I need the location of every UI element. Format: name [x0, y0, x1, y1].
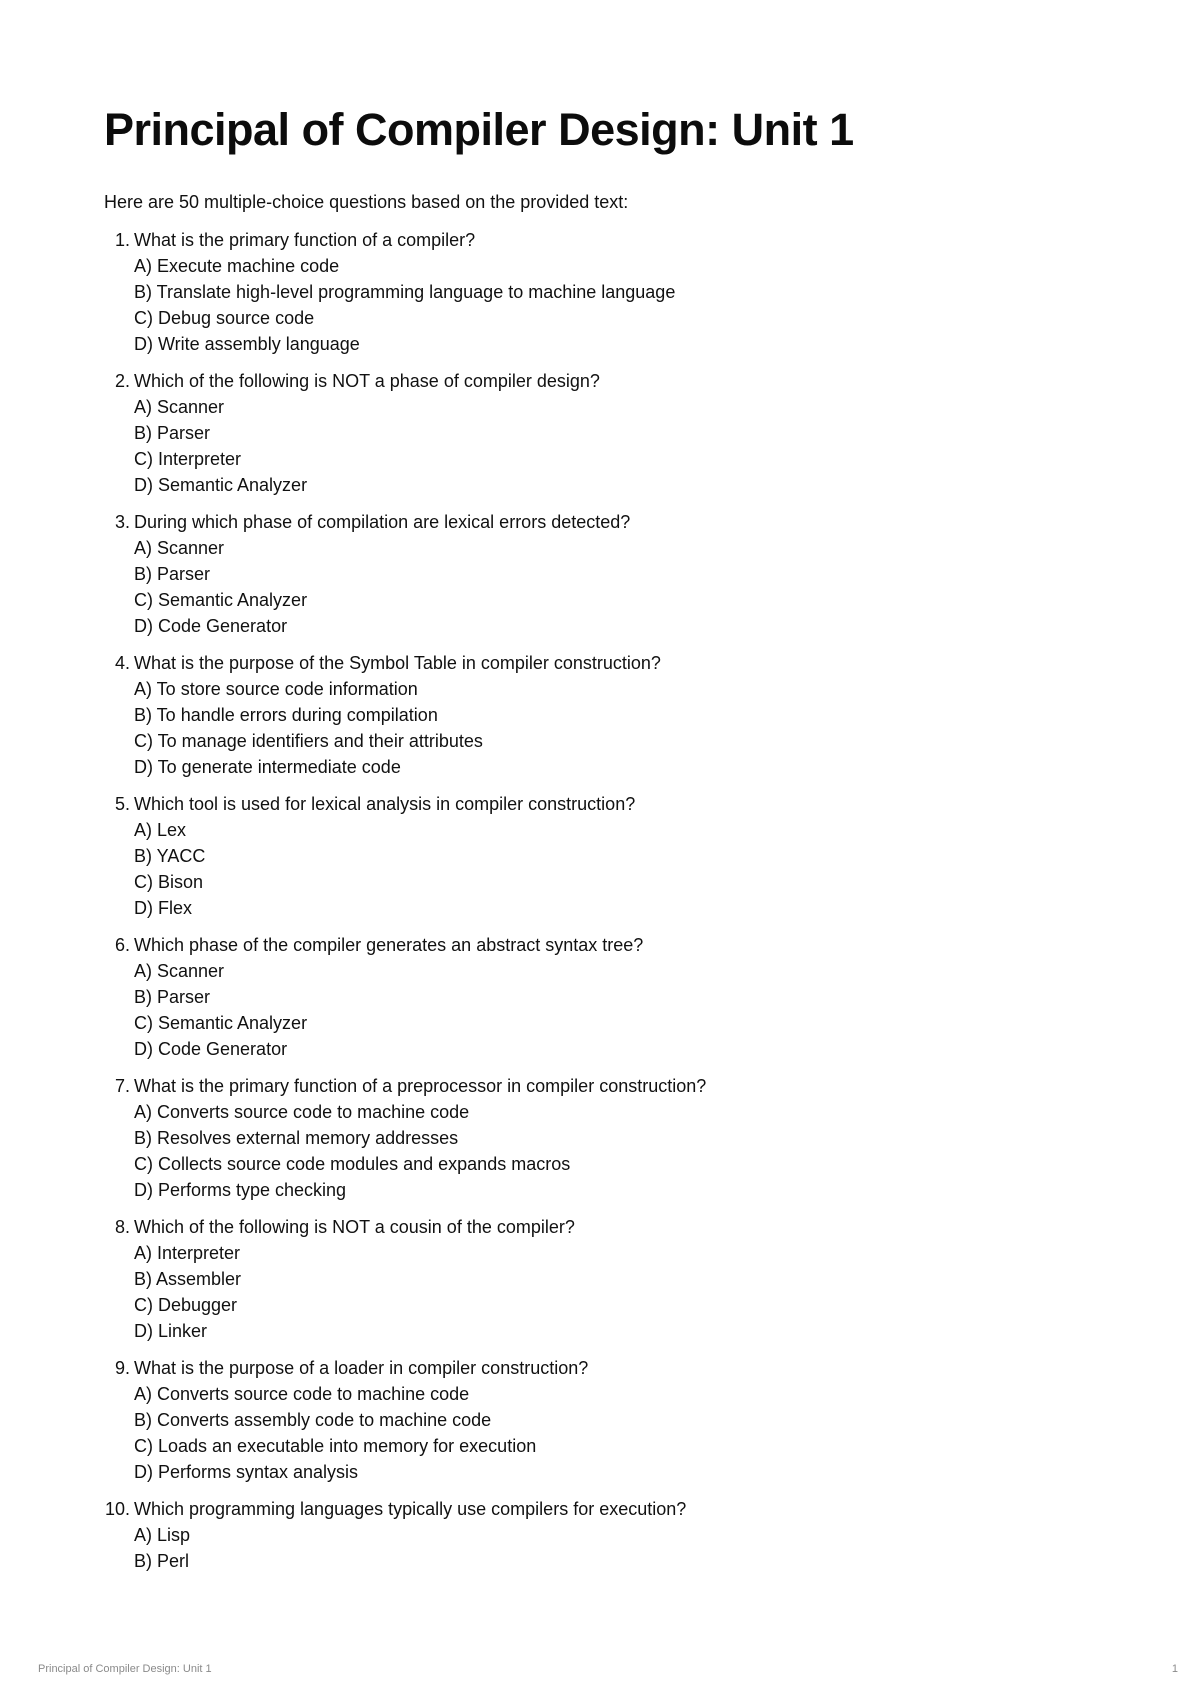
question-text: Which tool is used for lexical analysis in compiler construction? [134, 794, 636, 814]
answer-option: B) Converts assembly code to machine code [134, 1410, 492, 1430]
answer-option: C) Debug source code [134, 308, 315, 328]
intro-text: Here are 50 multiple-choice questions based on the provided text: [104, 192, 629, 212]
answer-option: A) Scanner [134, 538, 225, 558]
question-number: 8. [114, 1217, 130, 1237]
answer-option: B) Resolves external memory addresses [134, 1128, 459, 1148]
answer-option: A) To store source code information [134, 679, 418, 699]
answer-option: D) Semantic Analyzer [134, 475, 308, 495]
question-item [104, 1073, 1004, 1203]
answer-option: D) Code Generator [134, 616, 288, 636]
question-item [104, 1214, 1004, 1344]
question-text: What is the purpose of the Symbol Table in compiler construction? [134, 653, 661, 673]
question-list [104, 227, 1004, 1585]
answer-option: C) Collects source code modules and expands macros [134, 1154, 571, 1174]
answer-option: A) Lisp [134, 1525, 191, 1545]
question-item [104, 368, 1004, 498]
question-number: 6. [114, 935, 130, 955]
answer-option: B) Assembler [134, 1269, 242, 1289]
question-text: During which phase of compilation are lexical errors detected? [134, 512, 631, 532]
question-text: Which of the following is NOT a cousin of the compiler? [134, 1217, 575, 1237]
answer-option: B) To handle errors during compilation [134, 705, 438, 725]
question-item [104, 509, 1004, 639]
answer-option: D) Linker [134, 1321, 208, 1341]
answer-option: D) Performs type checking [134, 1180, 347, 1200]
answer-option: D) Performs syntax analysis [134, 1462, 359, 1482]
page-title: Principal of Compiler Design: Unit 1 [104, 104, 854, 155]
answer-option: A) Lex [134, 820, 187, 840]
footer-title: Principal of Compiler Design: Unit 1 [38, 1663, 212, 1675]
question-item [104, 1355, 1004, 1485]
answer-option: B) Translate high-level programming language to machine language [134, 282, 676, 302]
question-text: Which phase of the compiler generates an abstract syntax tree? [134, 935, 644, 955]
answer-option: A) Converts source code to machine code [134, 1102, 470, 1122]
question-number: 9. [114, 1358, 130, 1378]
question-text: Which programming languages typically use compilers for execution? [134, 1499, 687, 1519]
answer-option: C) Interpreter [134, 449, 242, 469]
answer-option: B) Parser [134, 987, 211, 1007]
question-number: 3. [114, 512, 130, 532]
question-item [104, 1496, 1004, 1574]
question-text: Which of the following is NOT a phase of compiler design? [134, 371, 600, 391]
answer-option: C) Semantic Analyzer [134, 590, 308, 610]
answer-option: A) Scanner [134, 961, 225, 981]
question-text: What is the primary function of a preprocessor in compiler construction? [134, 1076, 707, 1096]
answer-option: C) Semantic Analyzer [134, 1013, 308, 1033]
answer-option: D) Flex [134, 898, 192, 918]
question-item [104, 932, 1004, 1062]
answer-option: C) Bison [134, 872, 204, 892]
question-text: What is the primary function of a compiler? [134, 230, 476, 250]
question-number: 7. [114, 1076, 130, 1096]
answer-option: A) Interpreter [134, 1243, 241, 1263]
question-text: What is the purpose of a loader in compiler construction? [134, 1358, 589, 1378]
answer-option: B) Parser [134, 423, 211, 443]
answer-option: C) To manage identifiers and their attributes [134, 731, 483, 751]
question-item [104, 650, 1004, 780]
answer-option: D) Code Generator [134, 1039, 288, 1059]
answer-option: B) YACC [134, 846, 206, 866]
answer-option: B) Parser [134, 564, 211, 584]
answer-option: A) Scanner [134, 397, 225, 417]
question-number: 1. [114, 230, 130, 250]
question-item [104, 791, 1004, 921]
answer-option: D) Write assembly language [134, 334, 360, 354]
answer-option: B) Perl [134, 1551, 190, 1571]
answer-option: A) Converts source code to machine code [134, 1384, 470, 1404]
question-number: 5. [114, 794, 130, 814]
answer-option: C) Debugger [134, 1295, 238, 1315]
question-item [104, 227, 1004, 357]
answer-option: C) Loads an executable into memory for execution [134, 1436, 537, 1456]
question-number: 4. [114, 653, 130, 673]
question-number: 2. [114, 371, 130, 391]
answer-option: A) Execute machine code [134, 256, 340, 276]
answer-option: D) To generate intermediate code [134, 757, 401, 777]
question-number: 10. [104, 1499, 130, 1519]
footer-page-number: 1 [1171, 1663, 1178, 1675]
